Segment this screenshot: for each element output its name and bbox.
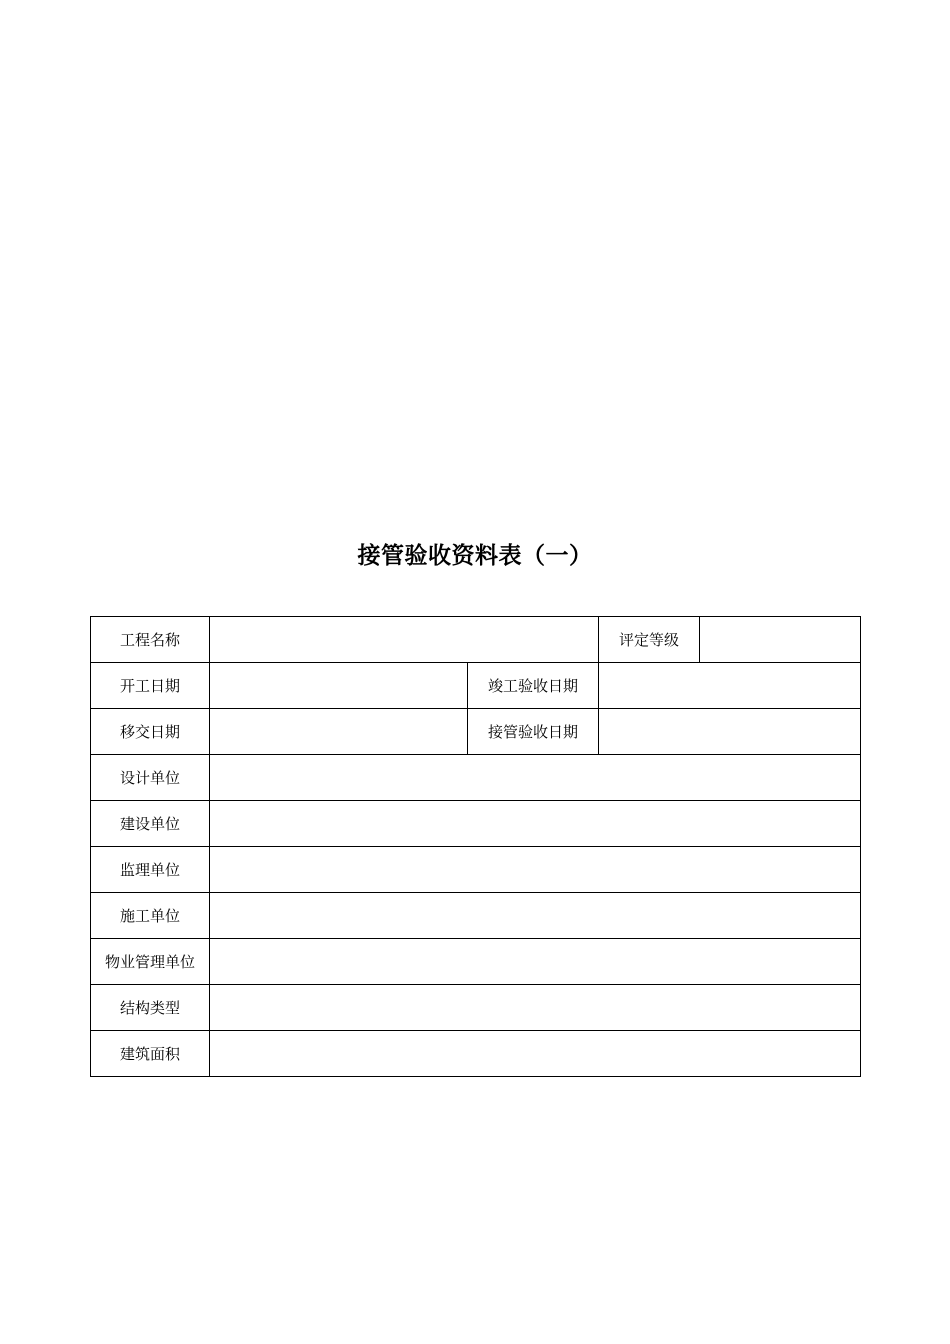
takeover-date-label: 接管验收日期 (468, 709, 599, 755)
form-row-supervision-unit (91, 847, 861, 893)
form-row-structure-type (91, 985, 861, 1031)
row-label: 物业管理单位 (91, 939, 210, 985)
row-label: 监理单位 (91, 847, 210, 893)
completion-date-field[interactable] (599, 663, 861, 709)
form-row-contractor (91, 893, 861, 939)
structure-type-field[interactable] (210, 985, 861, 1031)
property-management-field[interactable] (210, 939, 861, 985)
row-label: 建筑面积 (91, 1031, 210, 1077)
form-row-construction-owner (91, 801, 861, 847)
start-date-field[interactable] (210, 663, 468, 709)
project-name-field[interactable] (210, 617, 599, 663)
building-area-field[interactable] (210, 1031, 861, 1077)
form-row-dates-1 (91, 663, 861, 709)
handover-date-field[interactable] (210, 709, 468, 755)
row-label: 结构类型 (91, 985, 210, 1031)
row-label: 设计单位 (91, 755, 210, 801)
rating-label: 评定等级 (599, 617, 700, 663)
form-row-building-area (91, 1031, 861, 1077)
design-unit-field[interactable] (210, 755, 861, 801)
project-name-label: 工程名称 (91, 617, 210, 663)
contractor-field[interactable] (210, 893, 861, 939)
construction-owner-field[interactable] (210, 801, 861, 847)
form-row-dates-2 (91, 709, 861, 755)
rating-field[interactable] (700, 617, 861, 663)
takeover-date-field[interactable] (599, 709, 861, 755)
start-date-label: 开工日期 (91, 663, 210, 709)
completion-date-label: 竣工验收日期 (468, 663, 599, 709)
supervision-unit-field[interactable] (210, 847, 861, 893)
page-title: 接管验收资料表（一） (357, 542, 593, 569)
takeover-acceptance-form (90, 616, 861, 1077)
row-label: 建设单位 (91, 801, 210, 847)
form-row-design-unit (91, 755, 861, 801)
form-row-project (91, 617, 861, 663)
row-label: 施工单位 (91, 893, 210, 939)
handover-date-label: 移交日期 (91, 709, 210, 755)
form-row-property-management (91, 939, 861, 985)
